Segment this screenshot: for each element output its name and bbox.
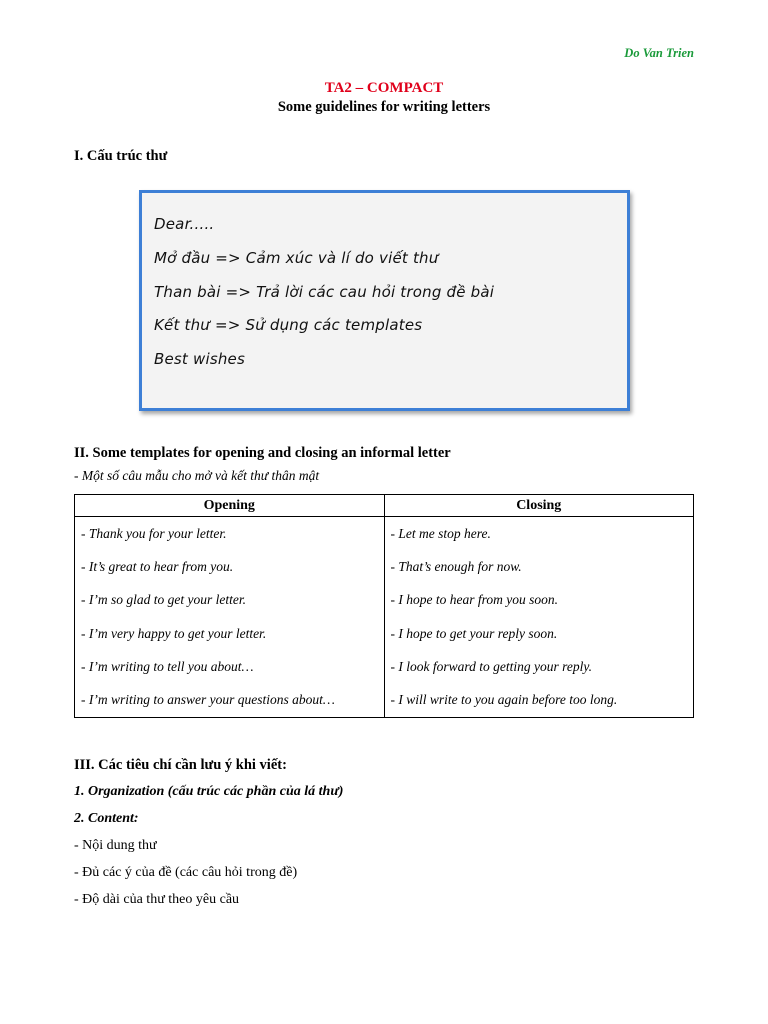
closing-cell: - I hope to hear from you soon. <box>384 584 694 617</box>
author-name: Do Van Trien <box>624 46 694 60</box>
box-line-body: Than bài => Trả lời các cau hỏi trong đề bài <box>154 283 495 301</box>
table-row <box>75 683 694 717</box>
closing-column-header: Closing <box>384 495 694 517</box>
section-2-heading: II. Some templates for opening and closing an informal letter <box>74 445 451 461</box>
document-subtitle: Some guidelines for writing letters <box>277 99 491 115</box>
closing-cell: - I look forward to getting your reply. <box>384 650 694 683</box>
opening-cell: - I’m very happy to get your letter. <box>75 617 385 650</box>
table-row <box>75 517 694 551</box>
opening-cell: - I’m writing to tell you about… <box>75 650 385 683</box>
box-line-dear: Dear..... <box>154 215 215 233</box>
table-header-row <box>75 495 694 517</box>
table-row <box>75 650 694 683</box>
table-row <box>75 584 694 617</box>
table-row <box>75 550 694 583</box>
closing-cell: - I will write to you again before too long. <box>384 683 694 717</box>
box-line-opening: Mở đầu => Cảm xúc và lí do viết thư <box>154 249 439 267</box>
opening-cell: - I’m so glad to get your letter. <box>75 584 385 617</box>
table-row <box>75 617 694 650</box>
section-1-heading: I. Cấu trúc thư <box>74 148 168 164</box>
box-line-closing: Kết thư => Sử dụng các templates <box>154 316 423 334</box>
document-title: TA2 – COMPACT <box>324 80 444 96</box>
closing-cell: - Let me stop here. <box>384 517 694 551</box>
templates-table <box>74 494 694 718</box>
content-bullet: - Độ dài của thư theo yêu cầu <box>74 892 240 907</box>
opening-cell: - It’s great to hear from you. <box>75 550 385 583</box>
closing-cell: - I hope to get your reply soon. <box>384 617 694 650</box>
opening-cell: - I’m writing to answer your questions about… <box>75 683 385 717</box>
letter-structure-box <box>139 190 630 411</box>
criterion-organization: 1. Organization (cấu trúc các phần của lá thư) <box>74 784 344 799</box>
content-bullet: - Nội dung thư <box>74 838 157 853</box>
content-bullet: - Đủ các ý của đề (các câu hỏi trong đề) <box>74 865 298 880</box>
box-line-signoff: Best wishes <box>154 350 245 368</box>
section-2-note: - Một số câu mẫu cho mở và kết thư thân mật <box>74 468 320 483</box>
opening-cell: - Thank you for your letter. <box>75 517 385 551</box>
criterion-content: 2. Content: <box>74 811 139 826</box>
closing-cell: - That’s enough for now. <box>384 550 694 583</box>
opening-column-header: Opening <box>75 495 385 517</box>
section-3-heading: III. Các tiêu chí cần lưu ý khi viết: <box>74 757 287 773</box>
